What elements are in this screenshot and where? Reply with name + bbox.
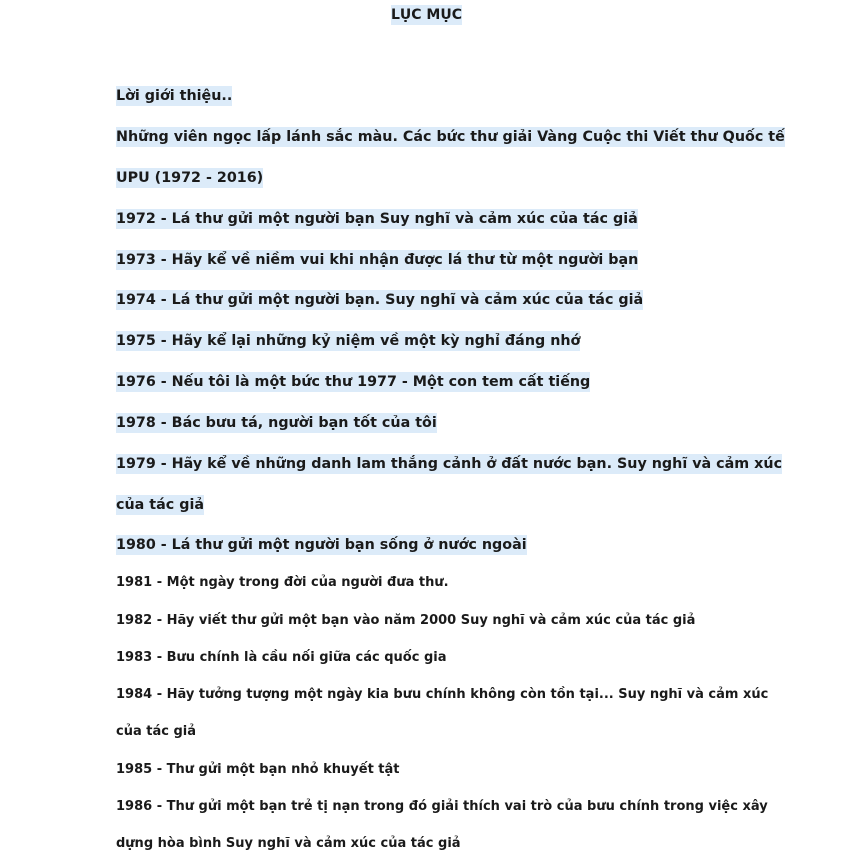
toc-line: 1982 - Hãy viết thư gửi một bạn vào năm 2000 Suy nghĩ và cảm xúc của tác giả	[116, 613, 696, 628]
toc-line: 1975 - Hãy kể lại những kỷ niệm về một kỳ nghỉ đáng nhớ	[116, 333, 581, 349]
toc-line: 1984 - Hãy tưởng tượng một ngày kia bưu chính không còn tồn tại... Suy nghĩ và cảm xúc	[116, 687, 769, 702]
toc-line: Lời giới thiệu..	[116, 88, 233, 104]
toc-line: dựng hòa bình Suy nghĩ và cảm xúc của tác giả	[116, 836, 461, 851]
toc-line: 1980 - Lá thư gửi một người bạn sống ở nước ngoài	[116, 537, 527, 553]
toc-line: 1978 - Bác bưu tá, người bạn tốt của tôi	[116, 415, 437, 431]
toc-line: 1985 - Thư gửi một bạn nhỏ khuyết tật	[116, 762, 400, 777]
toc-line: 1979 - Hãy kể về những danh lam thắng cảnh ở đất nước bạn. Suy nghĩ và cảm xúc	[116, 456, 783, 472]
toc-line: 1976 - Nếu tôi là một bức thư 1977 - Một con tem cất tiếng	[116, 374, 591, 390]
page-title	[0, 5, 853, 25]
toc-line: 1981 - Một ngày trong đời của người đưa thư.	[116, 575, 449, 590]
toc-line: 1986 - Thư gửi một bạn trẻ tị nạn trong đó giải thích vai trò của bưu chính trong việc xây	[116, 799, 768, 814]
toc-line: 1974 - Lá thư gửi một người bạn. Suy nghĩ và cảm xúc của tác giả	[116, 292, 644, 308]
page-title-text: LỤC MỤC	[390, 7, 462, 23]
toc-line: 1973 - Hãy kể về niềm vui khi nhận được lá thư từ một người bạn	[116, 252, 639, 268]
toc-line: Những viên ngọc lấp lánh sắc màu. Các bức thư giải Vàng Cuộc thi Viết thư Quốc tế	[116, 129, 785, 145]
toc-line: UPU (1972 - 2016)	[116, 170, 264, 186]
toc-line: 1972 - Lá thư gửi một người bạn Suy nghĩ và cảm xúc của tác giả	[116, 211, 638, 227]
toc-line: 1983 - Bưu chính là cầu nối giữa các quốc gia	[116, 650, 447, 665]
toc-line: của tác giả	[116, 497, 204, 513]
toc-line: của tác giả	[116, 724, 197, 739]
